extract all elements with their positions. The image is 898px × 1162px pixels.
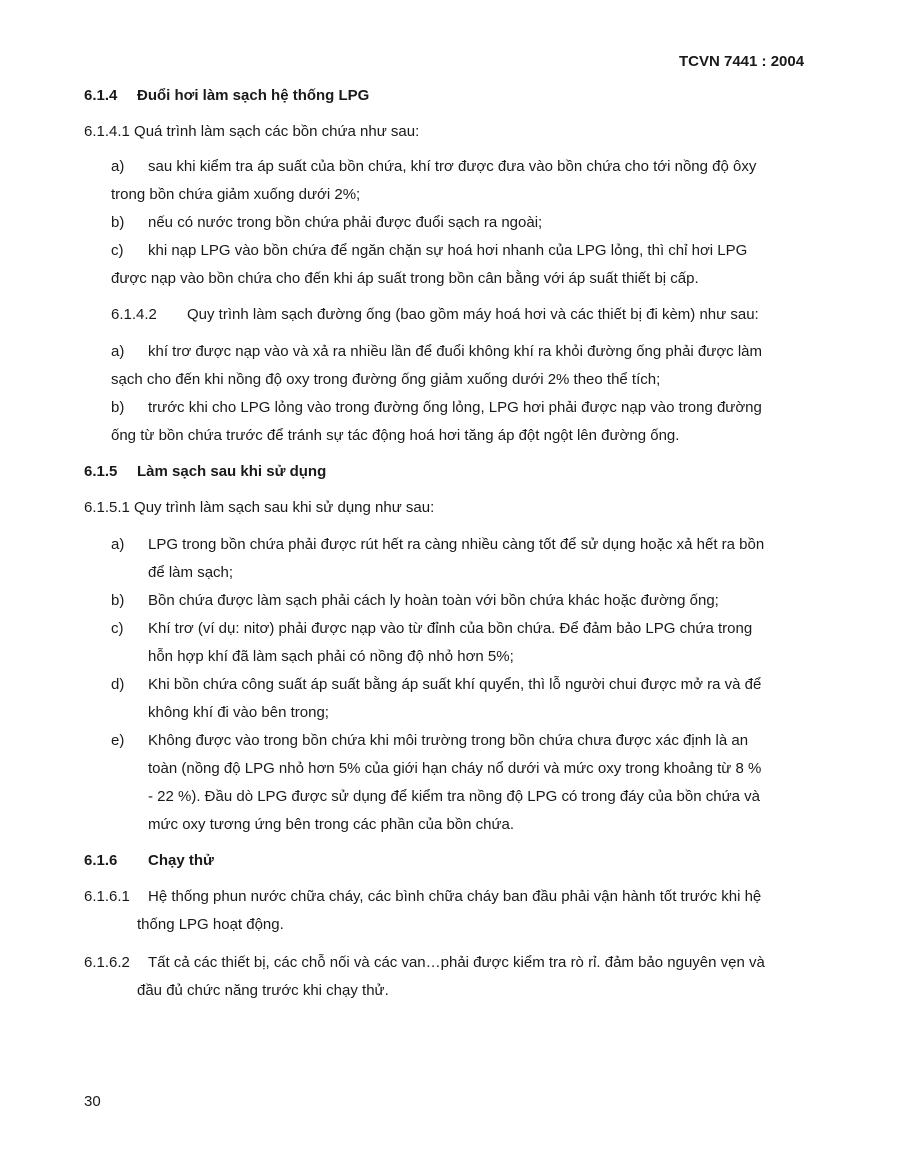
section-title-6-1-4: Đuổi hơi làm sạch hệ thống LPG	[137, 87, 370, 104]
item-text-line: LPG trong bồn chứa phải được rút hết ra càng nhiều càng tốt để sử dụng hoặc xả hết ra bồn	[148, 536, 765, 553]
item-text-line: nếu có nước trong bồn chứa phải được đuổi sạch ra ngoài;	[148, 214, 543, 231]
item-text-line: sau khi kiểm tra áp suất của bồn chứa, khí trơ được đưa vào bồn chứa cho tới nồng độ ôxy	[148, 158, 757, 175]
paragraph-6-1-4-1: 6.1.4.1 Quá trình làm sạch các bồn chứa như sau:	[84, 123, 420, 140]
paragraph-text-line: thống LPG hoạt động.	[137, 916, 284, 933]
paragraph-number-6-1-4-2: 6.1.4.2	[111, 306, 157, 323]
item-label: e)	[111, 732, 125, 749]
item-text-line: ống từ bồn chứa trước để tránh sự tác động hoá hơi tăng áp đột ngột lên đường ống.	[111, 427, 680, 444]
item-text-line: - 22 %). Đầu dò LPG được sử dụng để kiểm tra nồng độ LPG có trong đáy của bồn chứa và	[148, 788, 760, 805]
item-label: b)	[111, 399, 125, 416]
item-text-line: Bồn chứa được làm sạch phải cách ly hoàn toàn với bồn chứa khác hoặc đường ống;	[148, 592, 719, 609]
standard-code: TCVN 7441 : 2004	[679, 53, 805, 70]
section-number-6-1-6: 6.1.6	[84, 852, 118, 869]
item-label: b)	[111, 592, 125, 609]
item-text-line: trước khi cho LPG lỏng vào trong đường ống lỏng, LPG hơi phải được nạp vào trong đường	[148, 399, 762, 416]
item-text-line: khi nạp LPG vào bồn chứa để ngăn chặn sự hoá hơi nhanh của LPG lỏng, thì chỉ hơi LPG	[148, 242, 748, 259]
section-number-6-1-4: 6.1.4	[84, 87, 118, 104]
page-number: 30	[84, 1093, 101, 1110]
item-label: a)	[111, 158, 125, 175]
item-text-line: Khí trơ (ví dụ: nitơ) phải được nạp vào từ đỉnh của bồn chứa. Để đảm bảo LPG chứa trong	[148, 620, 753, 637]
item-label: d)	[111, 676, 125, 693]
paragraph-text-line: Tất cả các thiết bị, các chỗ nối và các van…phải được kiểm tra rò rỉ. đảm bảo nguyên vẹn và	[148, 954, 765, 971]
item-text-line: mức oxy tương ứng bên trong các phần của bồn chứa.	[148, 816, 515, 833]
item-label: a)	[111, 536, 125, 553]
item-label: b)	[111, 214, 125, 231]
section-title-6-1-6: Chạy thử	[148, 852, 214, 869]
item-text-line: khí trơ được nạp vào và xả ra nhiều lần để đuổi không khí ra khỏi đường ống phải được làm	[148, 343, 762, 360]
item-text-line: Không được vào trong bồn chứa khi môi trường trong bồn chứa chưa được xác định là an	[148, 732, 749, 749]
item-text-line: được nạp vào bồn chứa cho đến khi áp suất trong bồn cân bằng với áp suất thiết bị cấp.	[111, 270, 699, 287]
item-text-line: Khi bồn chứa công suất áp suất bằng áp suất khí quyển, thì lỗ người chui được mở ra và để	[148, 676, 762, 693]
item-label: c)	[111, 620, 124, 637]
item-text-line: trong bồn chứa giảm xuống dưới 2%;	[111, 186, 361, 203]
paragraph-number-6-1-6-1: 6.1.6.1	[84, 888, 130, 905]
paragraph-6-1-4-2: Quy trình làm sạch đường ống (bao gồm máy hoá hơi và các thiết bị đi kèm) như sau:	[187, 306, 759, 323]
item-text-line: sạch cho đến khi nồng độ oxy trong đường ống giảm xuống dưới 2% theo thể tích;	[111, 371, 661, 388]
section-title-6-1-5: Làm sạch sau khi sử dụng	[137, 463, 327, 480]
item-label: a)	[111, 343, 125, 360]
item-text-line: hỗn hợp khí đã làm sạch phải có nồng độ nhỏ hơn 5%;	[148, 648, 514, 665]
paragraph-text-line: đầu đủ chức năng trước khi chạy thử.	[137, 982, 389, 999]
paragraph-6-1-5-1: 6.1.5.1 Quy trình làm sạch sau khi sử dụng như sau:	[84, 499, 435, 516]
paragraph-text-line: Hệ thống phun nước chữa cháy, các bình chữa cháy ban đầu phải vận hành tốt trước khi hệ	[148, 888, 762, 905]
item-label: c)	[111, 242, 124, 259]
item-text-line: để làm sạch;	[148, 564, 234, 581]
item-text-line: toàn (nồng độ LPG nhỏ hơn 5% của giới hạn cháy nổ dưới và mức oxy trong khoảng từ 8 %	[148, 760, 762, 777]
item-text-line: không khí đi vào bên trong;	[148, 704, 329, 721]
section-number-6-1-5: 6.1.5	[84, 463, 118, 480]
paragraph-number-6-1-6-2: 6.1.6.2	[84, 954, 130, 971]
